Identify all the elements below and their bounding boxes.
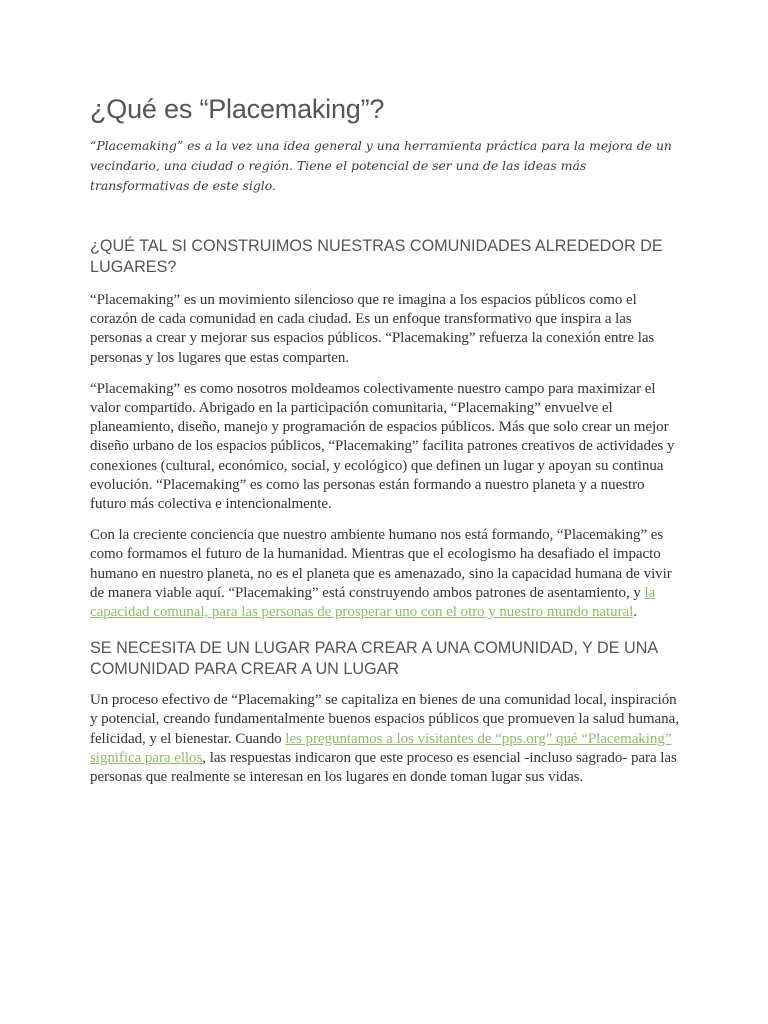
paragraph-text-end: , las respuestas indicaron que este proceso es esencial -incluso sagrado- para las personas que realmente se interesan en los lugares en donde toman lugar sus vidas. bbox=[90, 749, 677, 786]
paragraph-movement: “Placemaking” es un movimiento silencioso que re imagina a los espacios públicos como el corazón de cada comunidad en cada ciudad. Es un enfoque transformativo que inspira a las personas a crear y mejorar sus espacios públicos. “Placemaking” refuerza la conexión entre las personas y los lugares que estas comparten. bbox=[90, 292, 655, 366]
intro-paragraph: “Placemaking” es a la vez una idea general y una herramienta práctica para la mejora de un vecindario, una ciudad o región. Tiene el potencial de ser una de las ideas más transformativas de este siglo. bbox=[90, 138, 672, 193]
paragraph-text: Con la creciente conciencia que nuestro ambiente humano nos está formando, “Placemaking” es como formamos el futuro de la humanidad. Mientras que el ecologismo ha desafiado el impacto humano en nuestro planeta, no es el planeta que es amenazado, sino la capacidad humana de vivir de manera viable aquí. “Placemaking” está construyendo ambos patrones de asentamiento, y bbox=[90, 527, 672, 601]
pps-visitors-link[interactable]: les preguntamos a los visitantes de “pps.org” qué “Placemaking” significa para ellos bbox=[90, 730, 672, 766]
paragraph-effective-process bbox=[90, 691, 680, 787]
paragraph-text-end: . bbox=[633, 604, 637, 621]
paragraph-text: Un proceso efectivo de “Placemaking” se capitaliza en bienes de una comunidad local, inspiración y potencial, creando fundamentalmente buenos espacios públicos que promueven la salud humana, felicidad, y el bienestar. Cuando bbox=[90, 692, 679, 747]
paragraph-future-humanity bbox=[90, 526, 680, 622]
document-page bbox=[90, 92, 680, 799]
page-title: ¿Qué es “Placemaking”? bbox=[90, 94, 385, 124]
section-heading-place-community: SE NECESITA DE UN LUGAR PARA CREAR A UNA COMUNIDAD, Y DE UNA COMUNIDAD PARA CREAR A UN LUGAR bbox=[90, 639, 658, 679]
communal-capacity-link[interactable]: la capacidad comunal, para las personas de prosperar uno con el otro y nuestro mundo natural bbox=[90, 584, 656, 621]
section-heading-communities: ¿QUÉ TAL SI CONSTRUIMOS NUESTRAS COMUNIDADES ALREDEDOR DE LUGARES? bbox=[90, 237, 663, 276]
paragraph-shared-value: “Placemaking” es como nosotros moldeamos colectivamente nuestro campo para maximizar el valor compartido. Abrigado en la participación comunitaria, “Placemaking” envuelve el planeamiento, diseño, manejo y programación de espacios públicos. Más que solo crear un mejor diseño urbano de los espacios públicos, “Placemaking” facilita patrones creativos de actividades y conexiones (cultural, económico, social, y ecológico) que definen un lugar y apoyan su continua evolución. “Placemaking” es como las personas están formando a nuestro planeta y a nuestro futuro más colectiva e intencionalmente. bbox=[90, 380, 675, 513]
